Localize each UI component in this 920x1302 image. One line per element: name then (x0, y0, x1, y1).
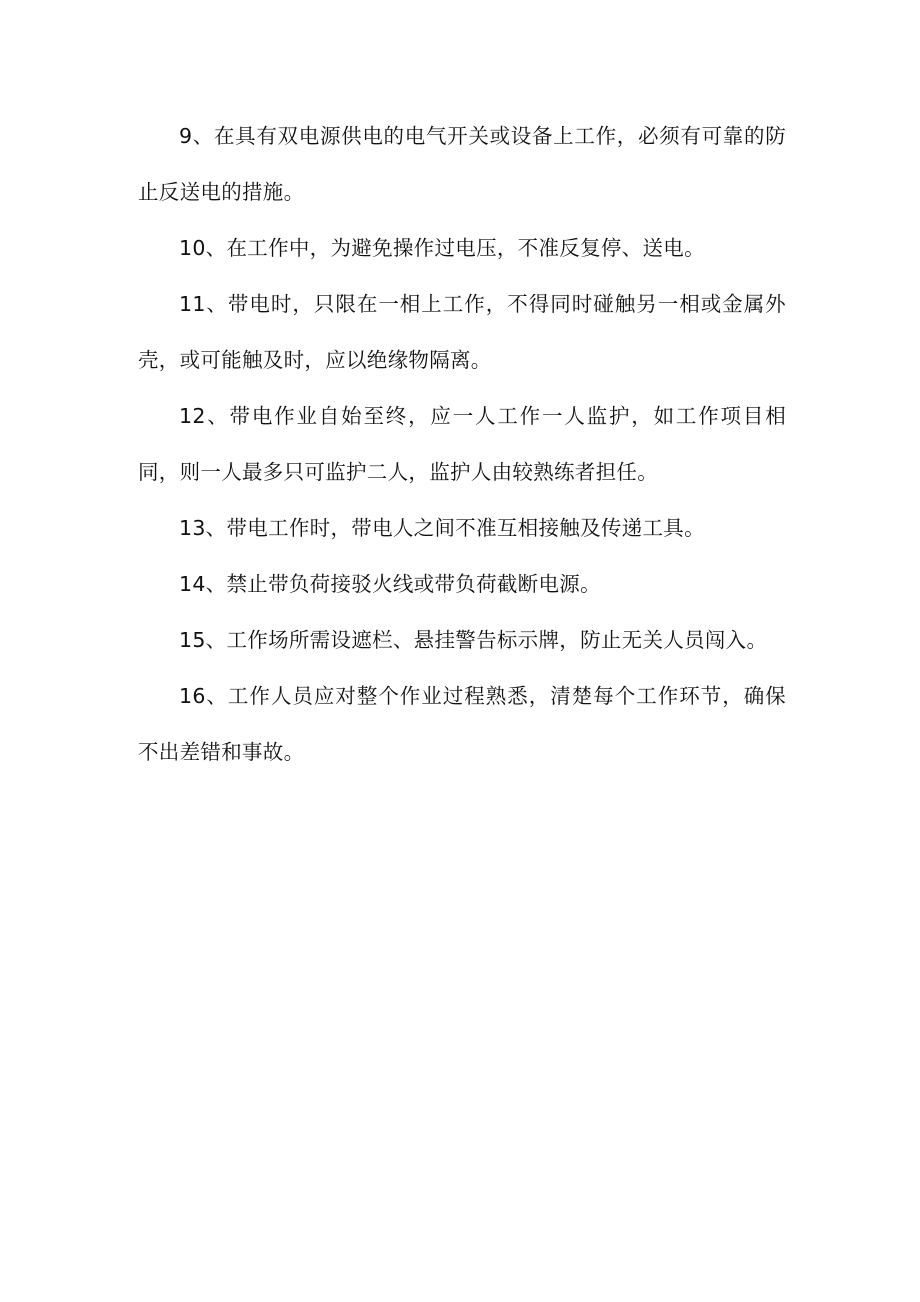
paragraph-item-9: 9、在具有双电源供电的电气开关或设备上工作，必须有可靠的防止反送电的措施。 (138, 124, 786, 204)
paragraph-item-10: 10、在工作中，为避免操作过电压，不准反复停、送电。 (179, 236, 705, 260)
paragraph-item-16: 16、工作人员应对整个作业过程熟悉，清楚每个工作环节，确保不出差错和事故。 (138, 684, 786, 764)
paragraph-item-15: 15、工作场所需设遮栏、悬挂警告标示牌，防止无关人员闯入。 (179, 628, 768, 652)
paragraph-item-11: 11、带电时，只限在一相上工作，不得同时碰触另一相或金属外壳，或可能触及时，应以绝缘物隔离。 (138, 292, 786, 372)
document-body (138, 108, 786, 780)
paragraph-item-12: 12、带电作业自始至终，应一人工作一人监护，如工作项目相同，则一人最多只可监护二人，监护人由较熟练者担任。 (138, 404, 786, 484)
paragraph-item-14: 14、禁止带负荷接驳火线或带负荷截断电源。 (179, 572, 601, 596)
paragraph-item-13: 13、带电工作时，带电人之间不准互相接触及传递工具。 (179, 516, 705, 540)
